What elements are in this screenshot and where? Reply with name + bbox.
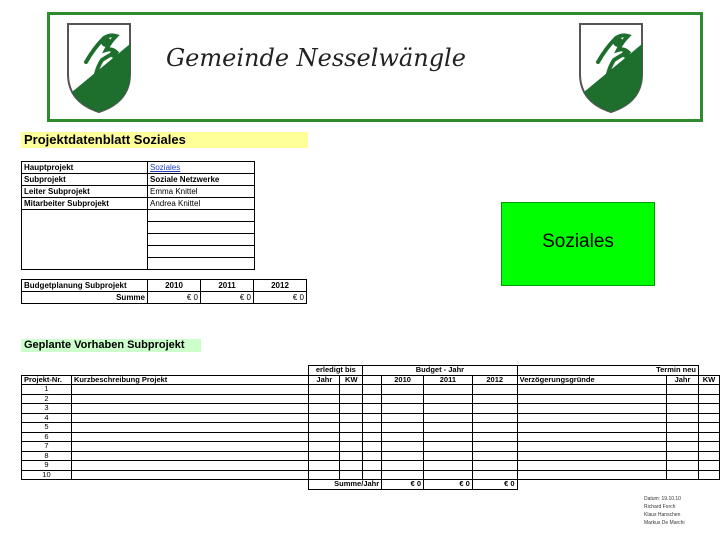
col-header: 2011 (424, 375, 473, 385)
row-number: 1 (22, 385, 72, 395)
table-row (22, 461, 720, 471)
column-header-row (22, 375, 720, 385)
group-budget: Budget - Jahr (363, 366, 517, 376)
table-row (22, 442, 720, 452)
budget-sum: € 0 (148, 292, 201, 304)
row-number: 7 (22, 442, 72, 452)
info-row (22, 174, 255, 186)
budget-label: Budgetplanung Subprojekt (22, 280, 148, 292)
col-header: 2012 (472, 375, 517, 385)
info-value: Emma Knittel (148, 186, 255, 198)
footer-note (644, 495, 685, 527)
budget-year: 2011 (201, 280, 254, 292)
hauptprojekt-link[interactable]: Soziales (148, 162, 255, 174)
table-row (22, 413, 720, 423)
footer-line: Datum: 19.10.10 (644, 496, 681, 502)
coat-of-arms-right (578, 22, 644, 114)
info-label: Hauptprojekt (22, 162, 148, 174)
col-header: Jahr (667, 375, 699, 385)
info-row (22, 162, 255, 174)
group-erledigt: erledigt bis (309, 366, 363, 376)
table-row (22, 423, 720, 433)
info-row (22, 234, 255, 246)
footer-line: Klaus Hanschen (644, 512, 681, 518)
sum-label: Summe/Jahr (309, 480, 382, 490)
col-header: Projekt-Nr. (22, 375, 72, 385)
col-header: 2010 (382, 375, 424, 385)
info-row (22, 258, 255, 270)
table-row (22, 470, 720, 480)
info-label: Leiter Subprojekt (22, 186, 148, 198)
table-row (22, 451, 720, 461)
table-row (22, 432, 720, 442)
group-header-row (22, 366, 720, 376)
sum-value: € 0 (424, 480, 473, 490)
budget-sum: € 0 (254, 292, 307, 304)
budget-year: 2012 (254, 280, 307, 292)
row-number: 9 (22, 461, 72, 471)
info-row (22, 186, 255, 198)
project-info-table (21, 161, 255, 270)
col-header: KW (340, 375, 363, 385)
row-number: 6 (22, 432, 72, 442)
budget-year: 2010 (148, 280, 201, 292)
row-number: 5 (22, 423, 72, 433)
footer-line: Markus De Marchi (644, 520, 685, 526)
table-row (22, 385, 720, 395)
sum-row (22, 480, 720, 490)
sum-value: € 0 (472, 480, 517, 490)
budget-table (21, 279, 307, 304)
row-number: 2 (22, 394, 72, 404)
category-badge: Soziales (501, 202, 655, 286)
info-row (22, 246, 255, 258)
col-header: Jahr (309, 375, 340, 385)
info-row (22, 222, 255, 234)
info-value: Andrea Knittel (148, 198, 255, 210)
municipality-title: Gemeinde Nesselwängle (166, 44, 466, 72)
row-number: 8 (22, 451, 72, 461)
table-row (22, 394, 720, 404)
table-row (22, 404, 720, 414)
budget-sum-label: Summe (22, 292, 148, 304)
row-number: 3 (22, 404, 72, 414)
sum-value: € 0 (382, 480, 424, 490)
info-label: Mitarbeiter Subprojekt (22, 198, 148, 210)
group-termin: Termin neu (517, 366, 698, 376)
col-header: KW (698, 375, 719, 385)
sheet-title: Projektdatenblatt Soziales (21, 132, 308, 148)
info-row (22, 210, 255, 222)
col-header: Kurzbeschreibung Projekt (71, 375, 308, 385)
info-label: Subprojekt (22, 174, 148, 186)
row-number: 4 (22, 413, 72, 423)
info-value: Soziale Netzwerke (148, 174, 255, 186)
vorhaben-table (21, 365, 720, 490)
row-number: 10 (22, 470, 72, 480)
coat-of-arms-left (66, 22, 132, 114)
info-row (22, 198, 255, 210)
footer-line: Richard Forch (644, 504, 676, 510)
vorhaben-title: Geplante Vorhaben Subprojekt (21, 339, 201, 352)
col-header: Verzögerungsgründe (517, 375, 666, 385)
budget-sum: € 0 (201, 292, 254, 304)
